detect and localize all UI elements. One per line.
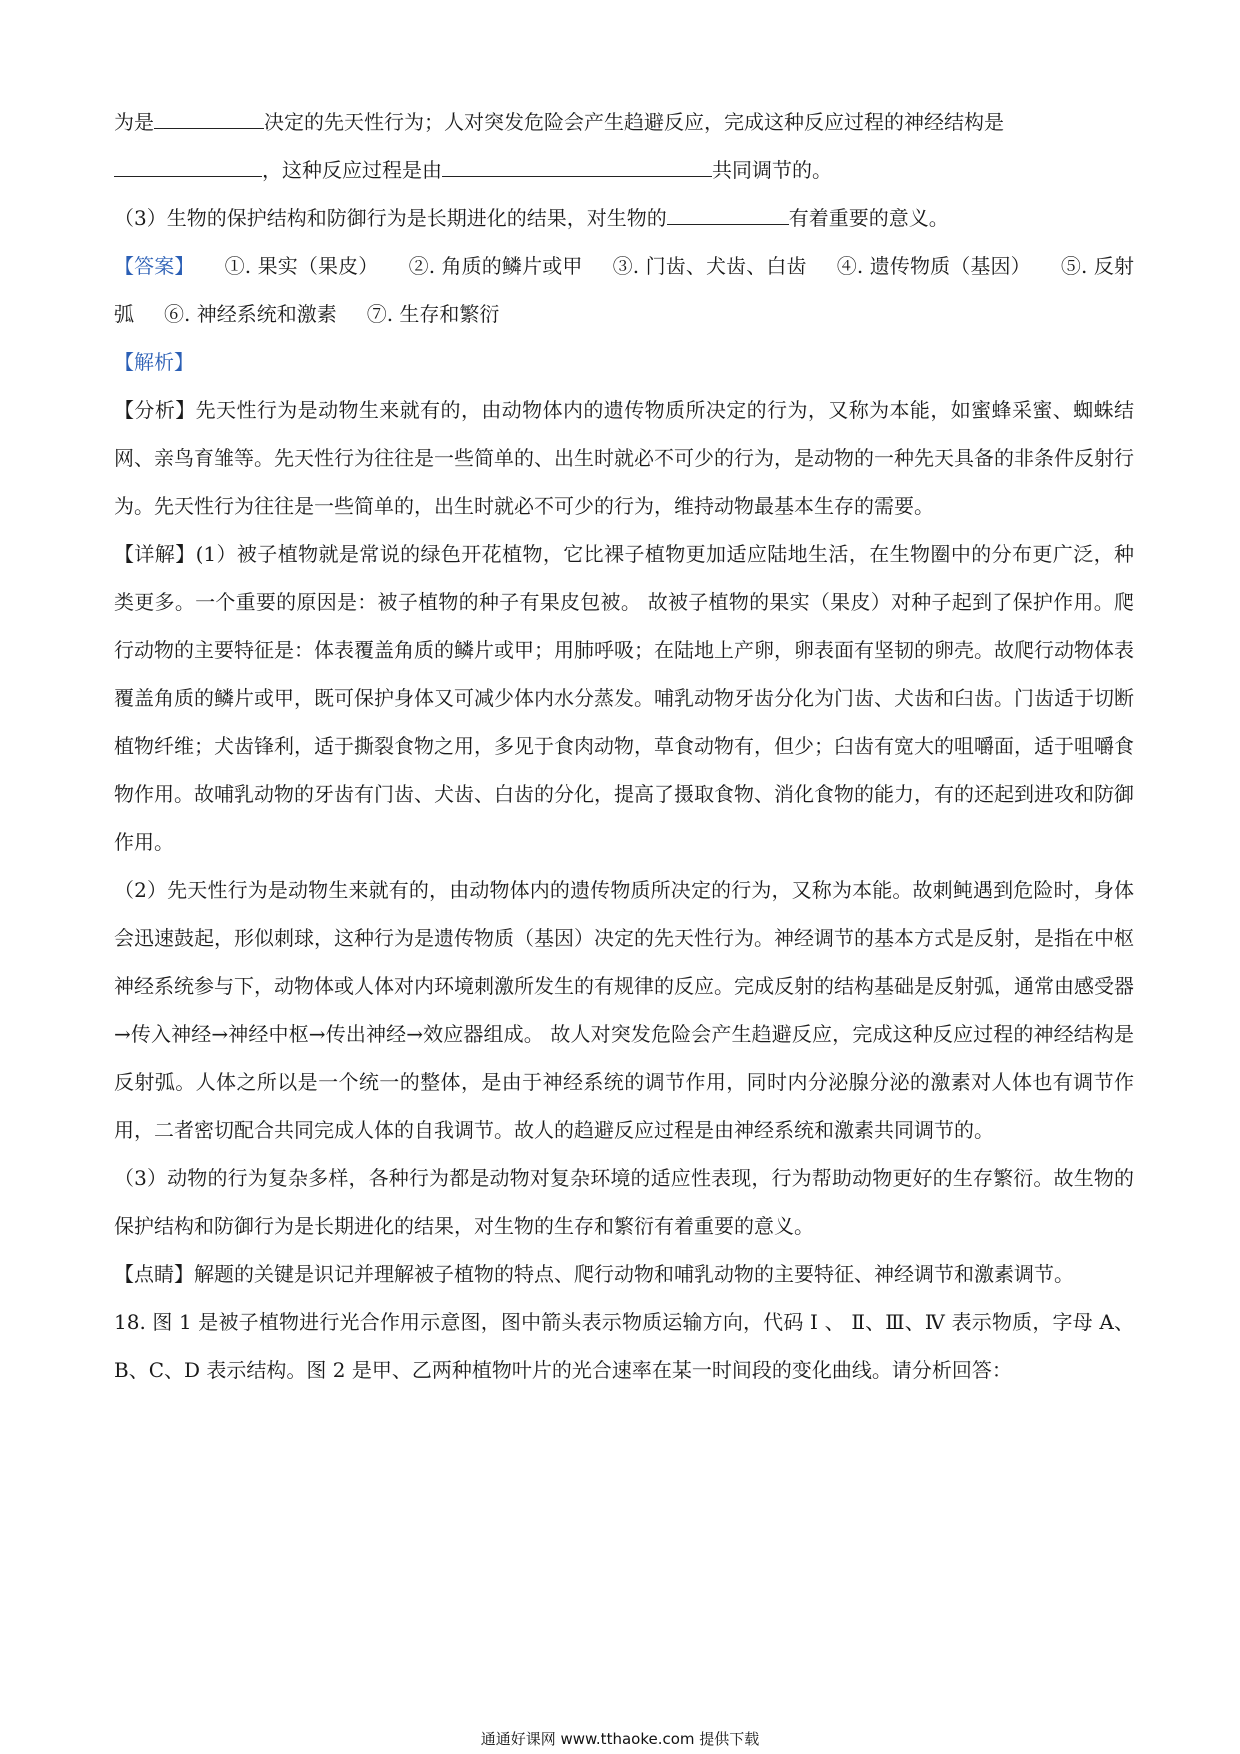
text-fragment: 有着重要的意义。 <box>788 206 949 230</box>
question-18: 18. 图 1 是被子植物进行光合作用示意图，图中箭头表示物质运输方向，代码 Ⅰ 、 Ⅱ、Ⅲ、Ⅳ 表示物质，字母 A、B、C、D 表示结构。图 2 是甲、乙两种植物叶片的光合速率在某一时间段的变化曲线。请分析回答： <box>114 1310 1134 1382</box>
question-line-2 <box>114 146 1134 194</box>
page-content <box>114 98 1134 1394</box>
text-fragment: ，这种反应过程是由 <box>262 158 442 182</box>
answer-item: ①. 果实（果皮） <box>224 254 379 278</box>
answer-item: ④. 遗传物质（基因） <box>836 254 1031 278</box>
answer-item: ②. 角质的鳞片或甲 <box>408 254 583 278</box>
text-fragment: 共同调节的。 <box>712 158 832 182</box>
analysis-paragraph: 【分析】先天性行为是动物生来就有的，由动物体内的遗传物质所决定的行为，又称为本能，如蜜蜂采蜜、蜘蛛结网、亲鸟育雏等。先天性行为往往是一些简单的、出生时就必不可少的行为，是动物的一种先天具备的非条件反射行为。先天性行为往往是一些简单的，出生时就必不可少的行为，维持动物最基本生存的需要。 <box>114 398 1134 518</box>
answer-item: ⑥. 神经系统和激素 <box>164 302 337 326</box>
answer-section <box>114 242 1134 338</box>
answer-blank <box>114 154 262 177</box>
answer-item: ⑦. 生存和繁衍 <box>366 302 500 326</box>
detail-paragraph-2: （2）先天性行为是动物生来就有的，由动物体内的遗传物质所决定的行为，又称为本能。故刺鲀遇到危险时，身体会迅速鼓起，形似刺球，这种行为是遗传物质（基因）决定的先天性行为。神经调节的基本方式是反射，是指在中枢神经系统参与下，动物体或人体对内环境刺激所发生的有规律的反应。完成反射的结构基础是反射弧，通常由感受器→传入神经→神经中枢→传出神经→效应器组成。 故人对突发危险会产生趋避反应，完成这种反应过程的神经结构是反射弧。人体之所以是一个统一的整体，是由于神经系统的调节作用，同时内分泌腺分泌的激素对人体也有调节作用，二者密切配合共同完成人体的自我调节。故人的趋避反应过程是由神经系统和激素共同调节的。 <box>114 878 1134 1142</box>
text-fragment: 决定的先天性行为；人对突发危险会产生趋避反应，完成这种反应过程的神经结构是 <box>264 110 1004 134</box>
answer-label: 【答案】 <box>114 254 195 278</box>
key-point-paragraph: 【点睛】解题的关键是识记并理解被子植物的特点、爬行动物和哺乳动物的主要特征、神经调节和激素调节。 <box>114 1262 1074 1286</box>
question-line-1 <box>114 98 1134 146</box>
text-fragment: 为是 <box>114 110 154 134</box>
page-footer: 通通好课网 www.tthaoke.com 提供下载 <box>480 1730 760 1748</box>
answer-item: ③. 门齿、犬齿、白齿 <box>612 254 807 278</box>
analysis-label: 【解析】 <box>114 350 194 374</box>
answer-blank <box>442 154 712 177</box>
answer-blank <box>667 202 789 225</box>
question-part-3 <box>114 194 1134 242</box>
answer-blank <box>154 106 264 129</box>
answer-item: ⑤. 反射弧 <box>114 254 1135 326</box>
text-fragment: （3）生物的保护结构和防御行为是长期进化的结果，对生物的 <box>114 206 667 230</box>
detail-paragraph-3: （3）动物的行为复杂多样，各种行为都是动物对复杂环境的适应性表现，行为帮助动物更好的生存繁衍。故生物的保护结构和防御行为是长期进化的结果，对生物的生存和繁衍有着重要的意义。 <box>114 1166 1134 1238</box>
detail-paragraph-1: 【详解】(1）被子植物就是常说的绿色开花植物，它比裸子植物更加适应陆地生活，在生物圈中的分布更广泛，种类更多。一个重要的原因是：被子植物的种子有果皮包被。 故被子植物的果实（果皮）对种子起到了保护作用。爬行动物的主要特征是：体表覆盖角质的鳞片或甲；用肺呼吸；在陆地上产卵，卵表面有坚韧的卵壳。故爬行动物体表覆盖角质的鳞片或甲，既可保护身体又可减少体内水分蒸发。哺乳动物牙齿分化为门齿、犬齿和臼齿。门齿适于切断植物纤维；犬齿锋利，适于撕裂食物之用，多见于食肉动物，草食动物有，但少；臼齿有宽大的咀嚼面，适于咀嚼食物作用。故哺乳动物的牙齿有门齿、犬齿、白齿的分化，提高了摄取食物、消化食物的能力，有的还起到进攻和防御作用。 <box>114 542 1134 854</box>
